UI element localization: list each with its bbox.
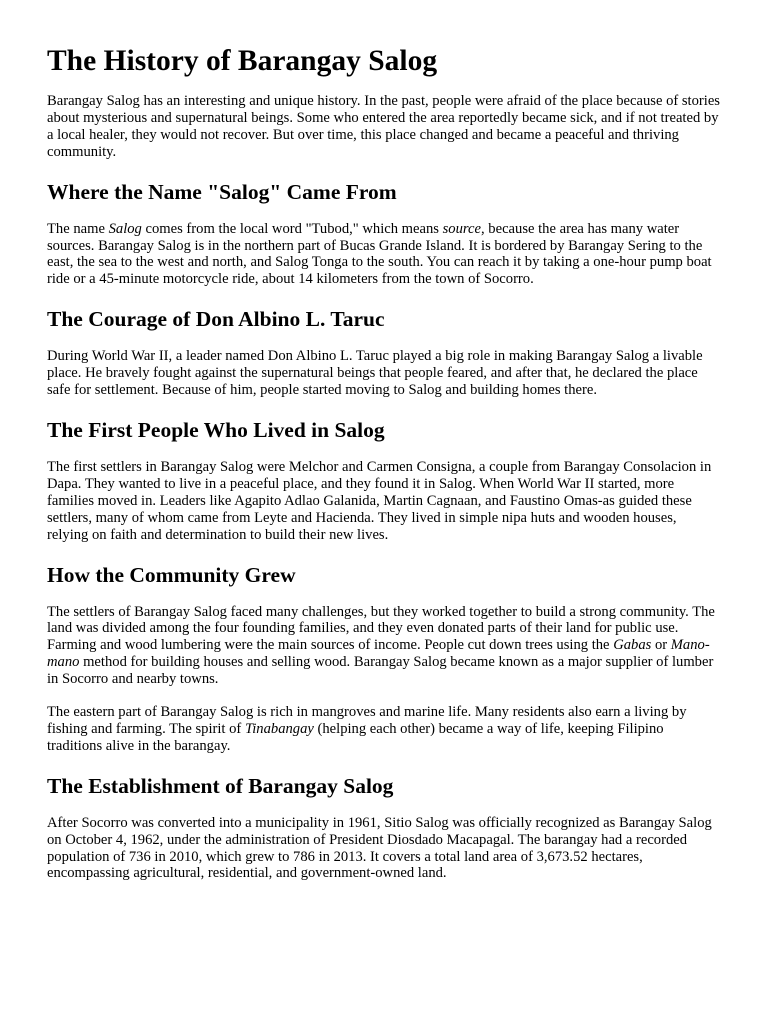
- section-courage: [47, 306, 721, 399]
- section-community-growth: [47, 562, 721, 755]
- section-heading: The Establishment of Barangay Salog: [47, 773, 394, 798]
- text-run: The name: [47, 220, 109, 237]
- emphasis-text: Gabas: [613, 637, 652, 654]
- text-run: , because the area has many water sources. Barangay Salog is in the northern part of Bucas Grande Island. It is bordered by Barangay Sering to the east, the sea to the west and north, and Salog Tonga to the south. You can reach it by taking a one-hour pump boat ride or a 45-minute motorcycle ride, about 14 kilometers from the town of Socorro.: [47, 220, 712, 288]
- section-paragraph: After Socorro was converted into a municipality in 1961, Sitio Salog was officially recognized as Barangay Salog on October 4, 1962, under the administration of President Diosdado Macapagal. The barangay had a recorded population of 736 in 2010, which grew to 786 in 2013. It covers a total land area of 3,673.52 hectares, encompassing agricultural, residential, and government-owned land.: [47, 814, 712, 882]
- text-run: The eastern part of Barangay Salog is rich in mangroves and marine life. Many residents also earn a living by fishing and farming. The spirit of: [47, 704, 687, 737]
- emphasis-text: source: [442, 220, 481, 237]
- section-paragraph: [47, 221, 721, 289]
- section-heading: The First People Who Lived in Salog: [47, 417, 385, 442]
- section-name-origin: [47, 179, 721, 289]
- section-heading: How the Community Grew: [47, 562, 296, 587]
- text-run: (helping each other) became a way of life, keeping Filipino traditions alive in the barangay.: [47, 720, 664, 754]
- text-run: comes from the local word "Tubod," which means: [141, 220, 443, 237]
- section-establishment: [47, 773, 721, 883]
- text-run: or: [651, 637, 671, 654]
- section-paragraph: The first settlers in Barangay Salog were Melchor and Carmen Consigna, a couple from Barangay Consolacion in Dapa. They wanted to live in a peaceful place, and they found it in Salog. When World War II started, more families moved in. Leaders like Agapito Adlao Galanida, Martin Cagnaan, and Faustino Omas-as guided these settlers, many of whom came from Leyte and Hacienda. They lived in simple nipa huts and wooden houses, relying on faith and determination to build their new lives.: [47, 458, 712, 543]
- section-paragraph: During World War II, a leader named Don Albino L. Taruc played a big role in making Barangay Salog a livable place. He bravely fought against the supernatural beings that people feared, and after that, he declared the place safe for settlement. Because of him, people started moving to Salog and building homes there.: [47, 348, 703, 399]
- text-run: method for building houses and selling wood. Barangay Salog became known as a major supplier of lumber in Socorro and nearby towns.: [47, 654, 714, 688]
- page-title: The History of Barangay Salog: [47, 45, 438, 77]
- emphasis-text: Salog: [108, 220, 142, 237]
- section-heading: Where the Name "Salog" Came From: [47, 179, 397, 204]
- emphasis-text: Mano-mano: [47, 637, 710, 671]
- section-heading: The Courage of Don Albino L. Taruc: [47, 307, 385, 332]
- text-run: The settlers of Barangay Salog faced many challenges, but they worked together to build a strong community. The land was divided among the four founding families, and they even donated parts of their land for public use. Farming and wood lumbering were the main sources of income. People cut down trees using the: [47, 603, 715, 654]
- section-paragraph: [47, 704, 721, 755]
- emphasis-text: Tinabangay: [244, 720, 314, 737]
- section-first-settlers: [47, 417, 721, 544]
- intro-paragraph: Barangay Salog has an interesting and unique history. In the past, people were afraid of the place because of stories about mysterious and supernatural beings. Some who entered the area reportedly became sick, and if not treated by a local healer, they would not recover. But over time, this place changed and became a peaceful and thriving community.: [47, 93, 720, 160]
- section-paragraph: [47, 604, 721, 689]
